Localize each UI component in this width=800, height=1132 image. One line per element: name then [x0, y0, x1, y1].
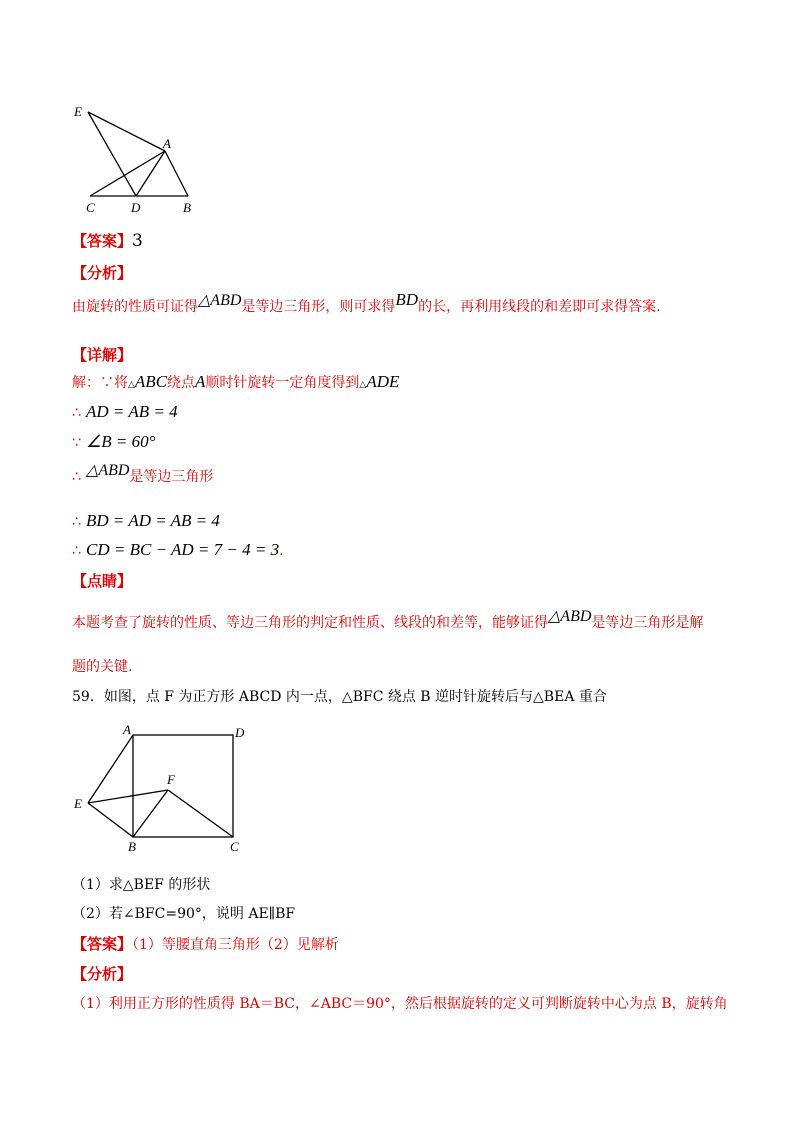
detail-line-1-t2: 绕点	[167, 375, 196, 391]
analysis-math-abd: △ABD	[198, 292, 242, 309]
detail-math-4: △ABD	[86, 462, 130, 479]
therefore-symbol: ∴	[72, 405, 81, 421]
label-e: E	[74, 104, 82, 119]
segment-ab	[165, 151, 188, 196]
detail-tail-6: .	[279, 543, 284, 559]
analysis-text-2: 是等边三角形，则可求得	[241, 299, 396, 315]
detail-line-5	[72, 511, 220, 531]
therefore-symbol: ∴	[72, 469, 81, 485]
math-abc: ABC	[134, 372, 168, 391]
detail-math-5: BD = AD = AB = 4	[86, 511, 220, 530]
label-b: B	[128, 839, 136, 854]
answer-tag: 【答案】	[72, 935, 133, 953]
question-59-stem: 59．如图，点 F 为正方形 ABCD 内一点，△BFC 绕点 B 逆时针旋转后与△BEA 重合	[72, 689, 607, 705]
detail-line-1-prefix: 解：∵将	[72, 375, 128, 391]
therefore-symbol: ∴	[72, 514, 81, 530]
comment-text-2: 是等边三角形是解	[591, 615, 704, 631]
question-59-analysis-line-1: （1）利用正方形的性质得 BA＝BC，∠ABC＝90°，然后根据旋转的定义可判断旋转中心为点 B，旋转角	[72, 996, 728, 1012]
comment-text	[72, 608, 704, 632]
therefore-symbol: ∴	[72, 543, 81, 559]
triangle-symbol: △	[128, 380, 135, 390]
analysis-text-3: 的长，再利用线段的和差即可求得答案.	[418, 299, 661, 315]
comment-math-abd: △ABD	[548, 608, 592, 625]
label-a: A	[123, 722, 131, 737]
segment-ad	[136, 151, 165, 196]
label-d: D	[131, 200, 141, 215]
detail-text-4: 是等边三角形	[129, 469, 214, 485]
figure-square-rotation	[70, 720, 250, 858]
question-59-part-2: （2）若∠BFC=90°，说明 AE∥BF	[72, 906, 296, 922]
label-a: A	[163, 136, 171, 151]
segment-ca	[90, 151, 165, 196]
detail-line-3	[72, 432, 155, 452]
triangle-symbol: △	[359, 380, 367, 390]
segment-bf	[133, 790, 168, 837]
detail-math-3: ∠B = 60°	[86, 432, 156, 451]
question-59-answer	[72, 933, 339, 954]
label-e: E	[74, 796, 82, 811]
detail-line-1-t3: 顺时针旋转一定角度得到	[205, 375, 360, 391]
detail-line-6	[72, 540, 284, 560]
analysis-text-1: 由旋转的性质可证得	[72, 299, 198, 315]
label-b: B	[183, 200, 191, 215]
math-ade: ADE	[366, 372, 400, 391]
answer-value: （1）等腰直角三角形（2）见解析	[132, 937, 339, 953]
segment-fc	[168, 790, 233, 837]
detail-line-2	[72, 402, 178, 422]
detail-tag: 【详解】	[72, 346, 133, 364]
answer-value: 3	[132, 231, 143, 251]
analysis-text	[72, 290, 661, 316]
square-abcd	[133, 735, 233, 837]
detail-math-6: CD = BC − AD = 7 − 4 = 3	[86, 540, 280, 559]
comment-text-1: 本题考查了旋转的性质、等边三角形的判定和性质、线段的和差等，能够证得	[72, 615, 548, 631]
question-59-part-1: （1）求△BEF 的形状	[72, 877, 211, 893]
figure-triangle-rotation	[70, 100, 210, 218]
detail-line-1	[72, 372, 399, 392]
detail-line-4	[72, 462, 214, 486]
detail-math-2: AD = AB = 4	[86, 402, 178, 421]
because-symbol: ∵	[72, 435, 81, 451]
label-d: D	[235, 725, 245, 740]
segment-eb	[88, 803, 133, 837]
segment-ea	[88, 735, 133, 803]
segment-ef	[88, 790, 168, 803]
analysis-tag: 【分析】	[72, 264, 133, 282]
question-59-analysis-tag: 【分析】	[72, 965, 133, 983]
comment-tag: 【点睛】	[72, 572, 133, 590]
label-c: C	[86, 200, 95, 215]
label-c: C	[230, 839, 239, 854]
label-f: F	[167, 772, 175, 787]
answer-tag: 【答案】	[72, 232, 133, 250]
answer-line	[72, 230, 143, 251]
analysis-math-bd: BD	[395, 290, 419, 309]
comment-text-3: 题的关键.	[72, 659, 133, 675]
math-a: A	[195, 372, 206, 391]
